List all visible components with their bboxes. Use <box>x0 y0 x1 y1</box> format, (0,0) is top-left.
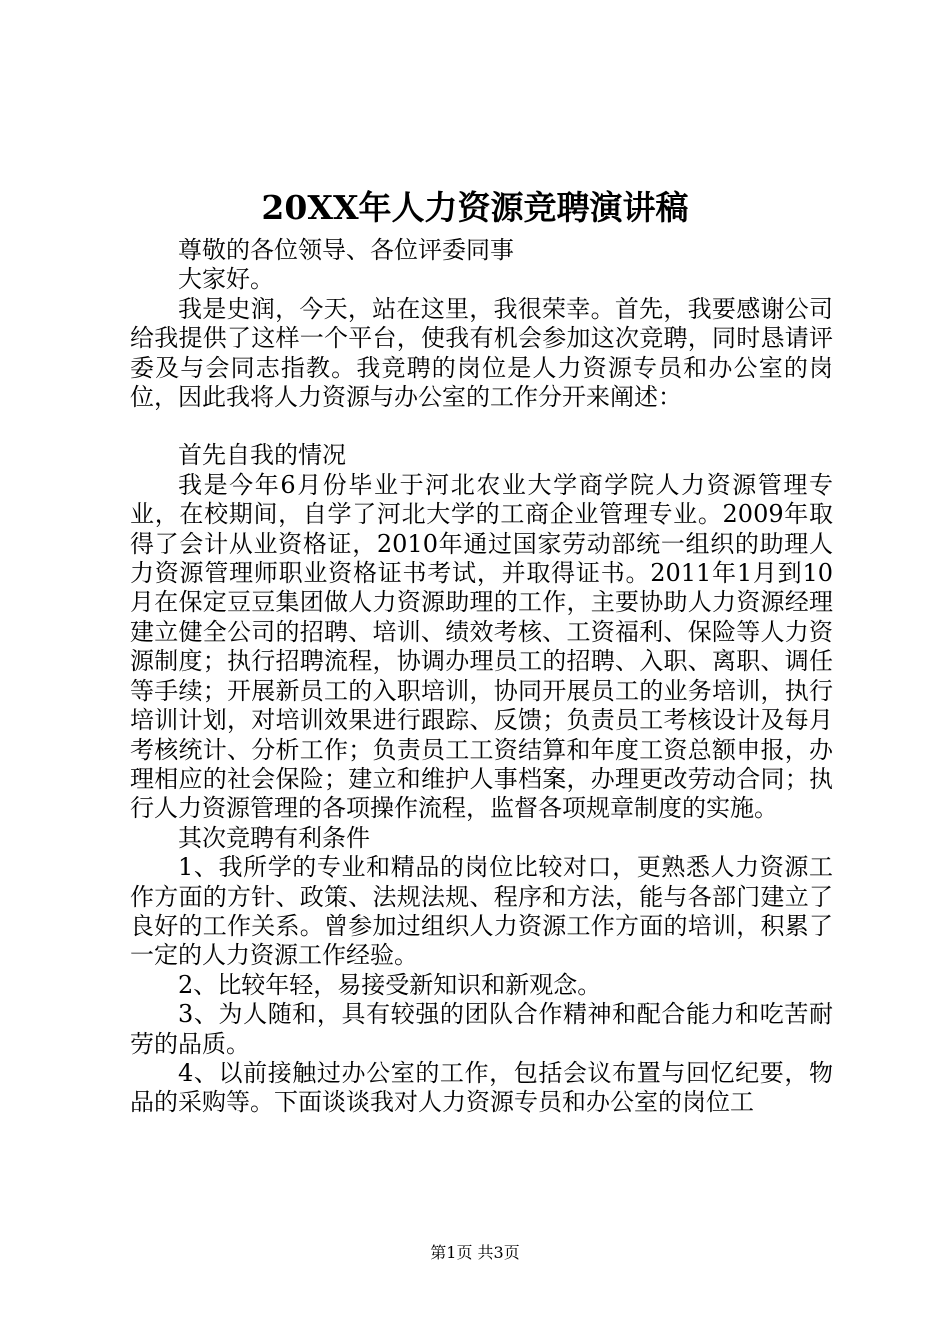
page-footer: 第1页 共3页 <box>430 1243 520 1262</box>
self-introduction-paragraph: 我是今年6月份毕业于河北农业大学商学院人力资源管理专业，在校期间，自学了河北大学的工商企业管理专业。2009年取得了会计从业资格证，2010年通过国家劳动部统一组织的助理人力资源管理师职业资格证书考试，并取得证书。2011年1月到10月在保定豆豆集团做人力资源助理的工作，主要协助人力资源经理建立健全公司的招聘、培训、绩效考核、工资福利、保险等人力资源制度；执行招聘流程，协调办理员工的招聘、入职、离职、调任等手续；开展新员工的入职培训，协同开展员工的业务培训，执行培训计划，对培训效果进行跟踪、反馈；负责员工考核设计及每月考核统计、分析工作；负责员工工资结算和年度工资总额申报，办理相应的社会保险；建立和维护人事档案，办理更改劳动合同；执行人力资源管理的各项操作流程，监督各项规章制度的实施。 <box>130 470 833 823</box>
advantage-item-1: 1、我所学的专业和精品的岗位比较对口，更熟悉人力资源工作方面的方针、政策、法规法规、程序和方法，能与各部门建立了良好的工作关系。曾参加过组织人力资源工作方面的培训，积累了一定的人力资源工作经验。 <box>130 853 833 970</box>
advantage-item-3: 3、为人随和，具有较强的团队合作精神和配合能力和吃苦耐劳的品质。 <box>130 1000 833 1058</box>
section-heading-advantages: 其次竞聘有利条件 <box>178 823 370 852</box>
section-heading-self: 首先自我的情况 <box>178 441 346 470</box>
intro-paragraph: 我是史润，今天，站在这里，我很荣幸。首先，我要感谢公司给我提供了这样一个平台，使我有机会参加这次竞聘，同时恳请评委及与会同志指教。我竞聘的岗位是人力资源专员和办公室的岗位，因此我将人力资源与办公室的工作分开来阐述： <box>130 294 833 412</box>
advantage-item-2: 2、比较年轻，易接受新知识和新观念。 <box>178 970 602 999</box>
document-title: 20XX年人力资源竞聘演讲稿 <box>261 188 689 227</box>
salutation: 尊敬的各位领导、各位评委同事 <box>178 236 514 264</box>
document-body <box>130 236 833 1118</box>
greeting: 大家好。 <box>178 265 274 294</box>
advantage-item-4: 4、以前接触过办公室的工作，包括会议布置与回忆纪要，物品的采购等。下面谈谈我对人力资源专员和办公室的岗位工 <box>130 1058 833 1117</box>
